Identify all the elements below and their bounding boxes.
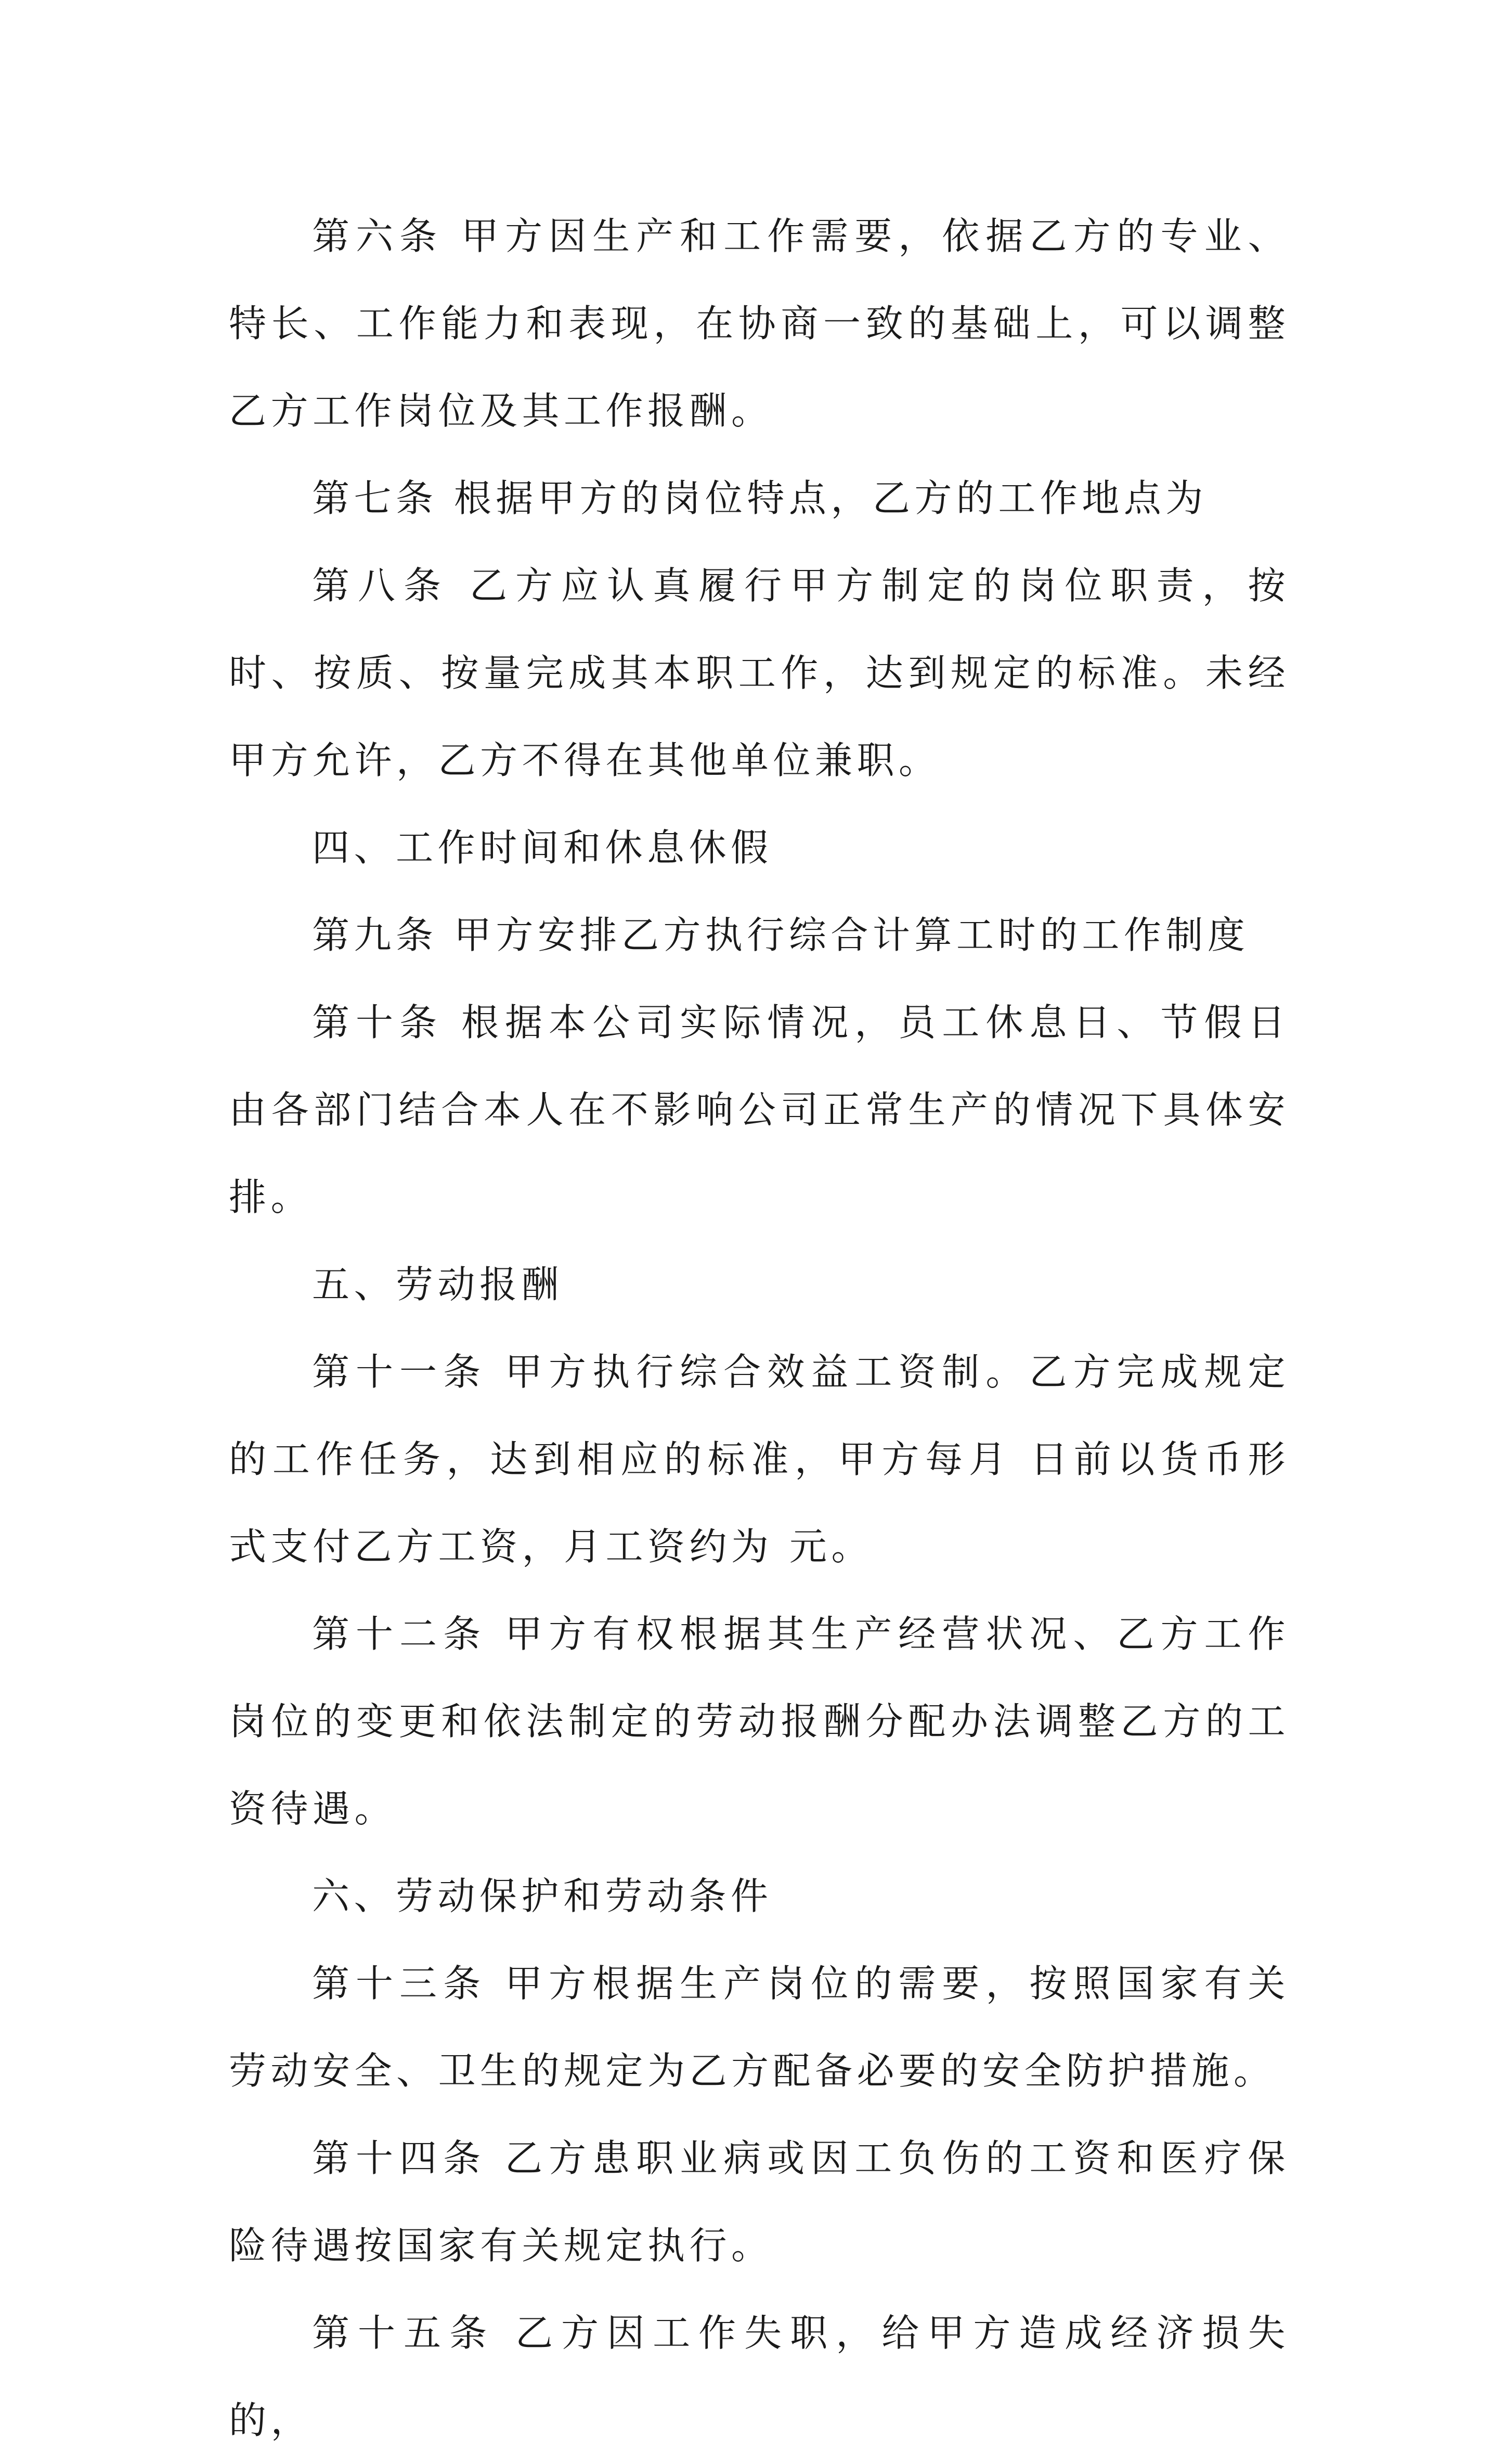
article-9: 第九条 甲方安排乙方执行综合计算工时的工作制度 [312, 913, 1250, 957]
article-13: 第十三条 甲方根据生产岗位的需要，按照国家有关劳动安全、卫生的规定为乙方配备必要的安全防护措施。 [229, 1962, 1290, 2093]
article-12: 第十二条 甲方有权根据其生产经营状况、乙方工作岗位的变更和依法制定的劳动报酬分配办法调整乙方的工资待遇。 [229, 1612, 1290, 1831]
article-15: 第十五条 乙方因工作失职，给甲方造成经济损失的， [229, 2311, 1290, 2442]
article-7: 第七条 根据甲方的岗位特点，乙方的工作地点为 [312, 476, 1208, 520]
article-11: 第十一条 甲方执行综合效益工资制。乙方完成规定的工作任务，达到相应的标准，甲方每月 日前以货币形式支付乙方工资，月工资约为 元。 [229, 1350, 1290, 1568]
article-10: 第十条 根据本公司实际情况，员工休息日、节假日由各部门结合本人在不影响公司正常生产的情况下具体安排。 [229, 1001, 1290, 1219]
article-14: 第十四条 乙方患职业病或因工负伤的工资和医疗保险待遇按国家有关规定执行。 [229, 2136, 1290, 2267]
section-heading-remuneration: 五、劳动报酬 [312, 1263, 564, 1306]
article-8: 第八条 乙方应认真履行甲方制定的岗位职责，按时、按质、按量完成其本职工作，达到规定的标准。未经甲方允许，乙方不得在其他单位兼职。 [229, 564, 1290, 782]
article-6: 第六条 甲方因生产和工作需要，依据乙方的专业、特长、工作能力和表现，在协商一致的基础上，可以调整乙方工作岗位及其工作报酬。 [229, 214, 1290, 433]
document-body [229, 192, 1290, 2464]
section-heading-labor-protection: 六、劳动保护和劳动条件 [312, 1874, 773, 1918]
section-heading-work-time: 四、工作时间和休息休假 [312, 826, 773, 870]
